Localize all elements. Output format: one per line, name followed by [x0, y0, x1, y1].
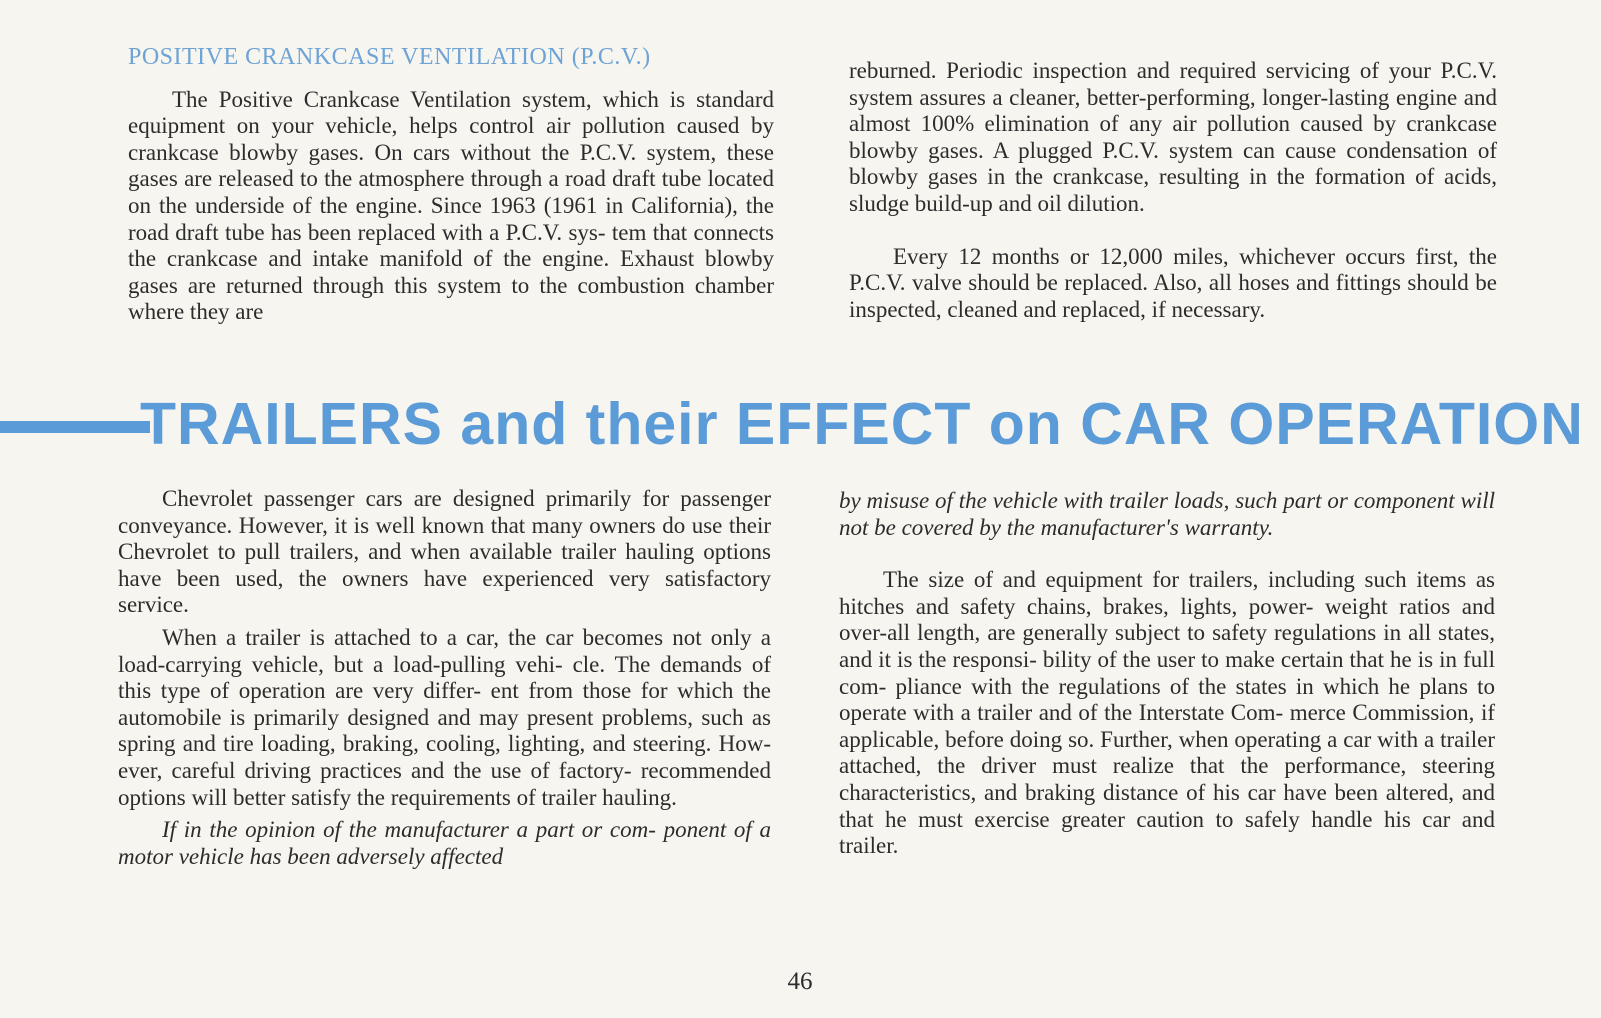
banner-rule: [0, 421, 150, 433]
trailers-column-right: [839, 488, 1495, 860]
pcv-paragraph-1-part-a: The Positive Crankcase Ventilation system, which is standard equipment on your vehicle, helps control air pollution caused by crankcase blowby gases. On cars without the P.C.V. system, these gases are released to the atmosphere through a road draft tube located on the underside of the engine. Since 1963 (1961 in California), the road draft tube has been replaced with a P.C.V. sys- tem that connects the crankcase and intake manifold of the engine. Exhaust blowby gases are returned through this system to the combustion chamber where they are: [128, 86, 774, 325]
pcv-paragraph-1-part-b: reburned. Periodic inspection and required servicing of your P.C.V. system assures a cleaner, better-performing, longer-lasting engine and almost 100% elimination of any air pollution caused by crankcase blowby gases. A plugged P.C.V. system can cause condensation of blowby gases in the crankcase, resulting in the formation of acids, sludge build-up and oil dilution.: [849, 58, 1497, 216]
trailers-paragraph-3-part-a: If in the opinion of the manufacturer a part or com- ponent of a motor vehicle has been adversely affected: [118, 817, 771, 869]
trailers-paragraph-1: Chevrolet passenger cars are designed primarily for passenger conveyance. However, it is well known that many owners do use their Chevrolet to pull trailers, and when available trailer hauling options have been used, the owners have experienced very satisfactory service.: [118, 486, 771, 618]
trailers-column-left: [118, 486, 771, 870]
trailers-banner: [0, 388, 1601, 464]
pcv-column-left: [128, 44, 774, 326]
page-number: 46: [787, 968, 813, 995]
pcv-column-right: [849, 58, 1497, 323]
trailers-banner-title: TRAILERS and their EFFECT on CAR OPERATION: [140, 391, 1584, 457]
trailers-paragraph-4: The size of and equipment for trailers, including such items as hitches and safety chains, brakes, lights, power- weight ratios and over-all length, are generally subject to safety regulations in all states, and it is the responsi- bility of the user to make certain that he is in full com- pliance with the regulations of the states in which he plans to operate with a trailer and of the Interstate Com- merce Commission, if applicable, before doing so. Further, when operating a car with a trailer attached, the driver must realize that the performance, steering characteristics, and braking distance of his car have been altered, and that he must exercise greater caution to safely handle his car and trailer.: [839, 567, 1495, 859]
pcv-paragraph-2: Every 12 months or 12,000 miles, whichever occurs first, the P.C.V. valve should be replaced. Also, all hoses and fittings should be inspected, cleaned and replaced, if necessary.: [849, 243, 1497, 322]
pcv-section-title: POSITIVE CRANKCASE VENTILATION (P.C.V.): [128, 44, 651, 70]
trailers-paragraph-2: When a trailer is attached to a car, the car becomes not only a load-carrying vehicle, but a load-pulling vehi- cle. The demands of this type of operation are very differ- ent from those for which the automobile is primarily designed and may present problems, such as spring and tire loading, braking, cooling, lighting, and steering. How- ever, careful driving practices and the use of factory- recommended options will better satisfy the requirements of trailer hauling.: [118, 624, 771, 810]
trailers-paragraph-3-part-b: by misuse of the vehicle with trailer loads, such part or component will not be covered by the manufacturer's warranty.: [839, 488, 1495, 540]
